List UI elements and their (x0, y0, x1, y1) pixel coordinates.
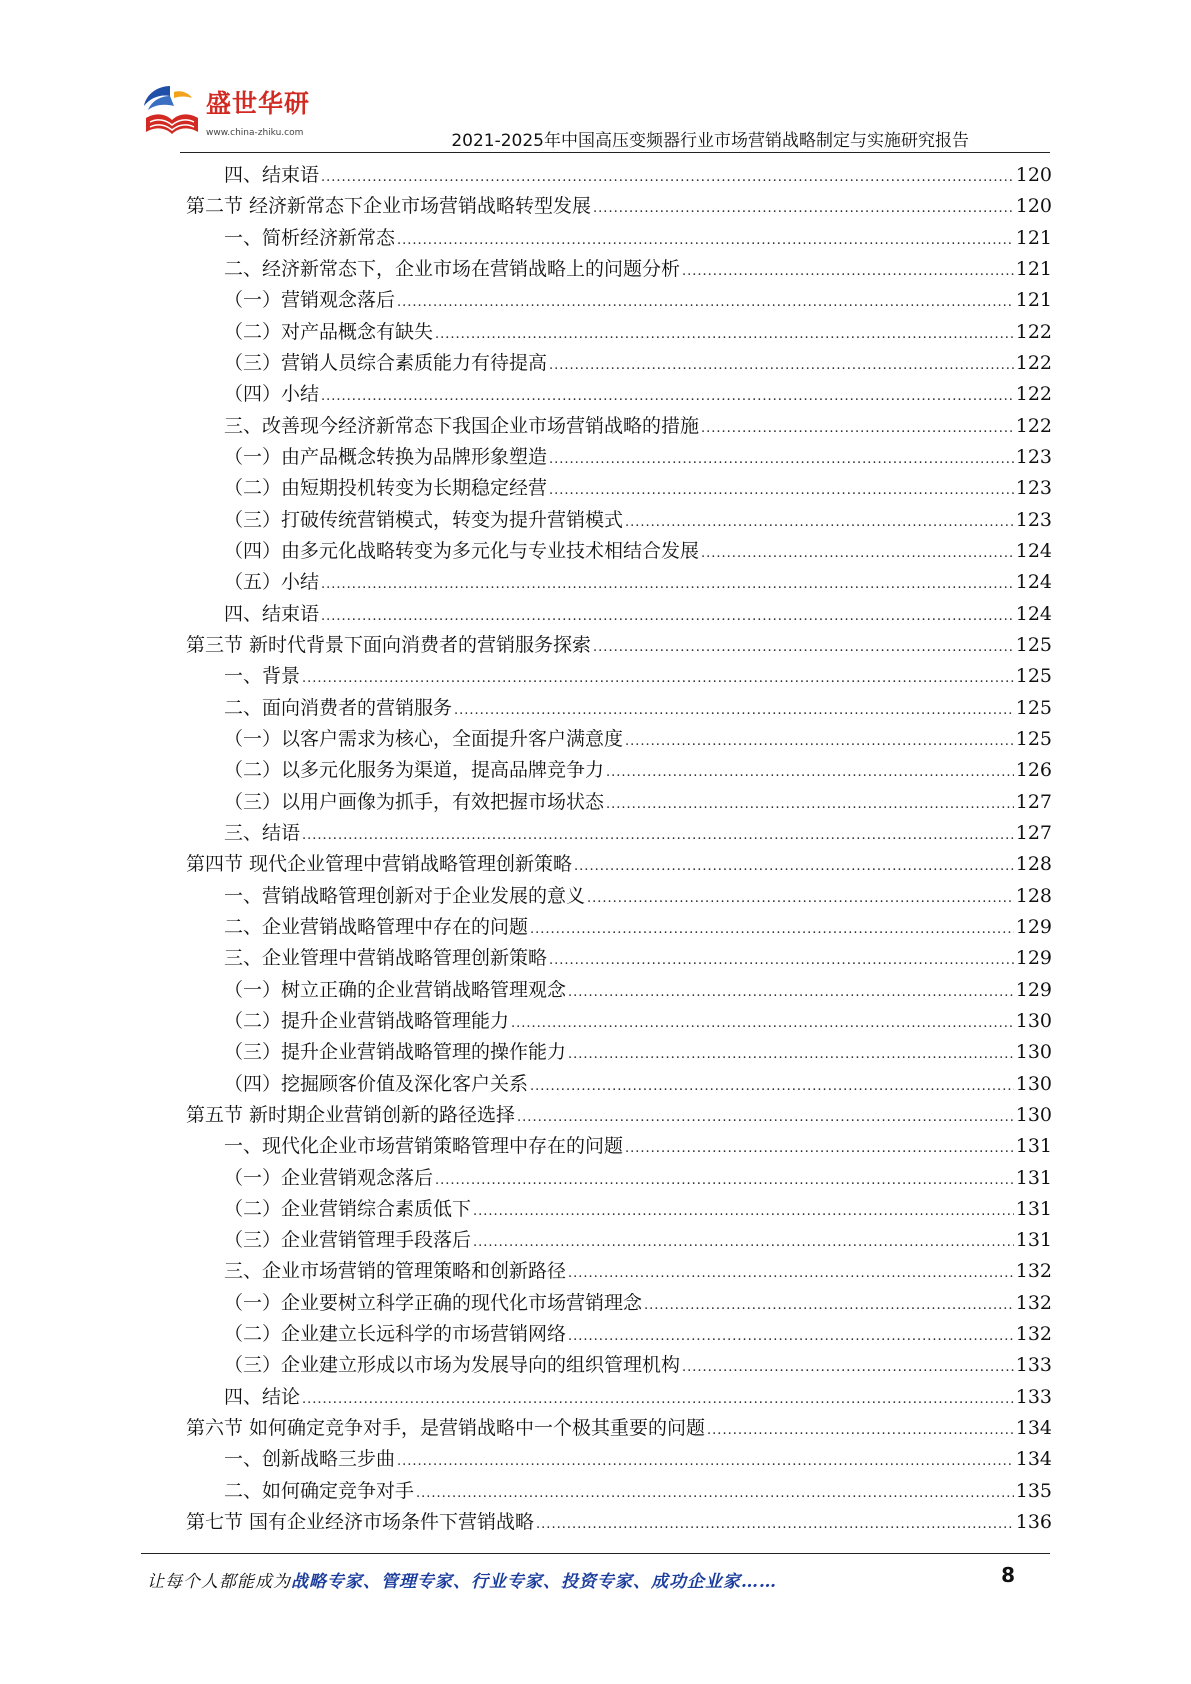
toc-dot-leader (321, 569, 1014, 600)
toc-entry-page: 130 (1015, 1072, 1052, 1095)
toc-dot-leader (397, 225, 1014, 256)
toc-dot-leader (321, 601, 1014, 632)
report-title: 2021-2025年中国高压变频器行业市场营销战略制定与实施研究报告 (451, 131, 969, 151)
toc-entry-page: 125 (1015, 665, 1052, 688)
slogan-prefix: 让每个人都能成为 (147, 1572, 291, 1592)
toc-entry-page: 126 (1015, 759, 1052, 782)
toc-dot-leader (511, 1008, 1014, 1039)
toc-entry[interactable] (186, 599, 1052, 630)
footer-divider (141, 1553, 1050, 1554)
toc-entry-page: 130 (1015, 1103, 1052, 1126)
toc-entry-label: （四）小结 (224, 383, 320, 406)
toc-entry-label: 四、结束语 (224, 164, 320, 186)
toc-dot-leader (701, 413, 1014, 444)
toc-entry-page: 135 (1015, 1479, 1052, 1502)
toc-dot-leader (682, 1352, 1014, 1383)
toc-entry-page: 125 (1015, 727, 1052, 750)
toc-dot-leader (517, 1102, 1014, 1133)
toc-entry-page: 122 (1015, 320, 1052, 343)
toc-entry-label: 三、改善现今经济新常态下我国企业市场营销战略的措施 (224, 414, 700, 437)
toc-entry-page: 122 (1015, 414, 1052, 437)
toc-entry-label: （二）以多元化服务为渠道，提高品牌竞争力 (224, 759, 605, 782)
toc-entry[interactable] (186, 473, 1052, 504)
toc-dot-leader (587, 883, 1014, 914)
logo-url: www.china-zhiku.com (206, 128, 304, 138)
toc-dot-leader (593, 193, 1014, 224)
toc-entry-page: 127 (1015, 790, 1052, 813)
toc-entry-page: 132 (1015, 1260, 1052, 1283)
toc-entry-page: 123 (1015, 445, 1052, 468)
toc-entry[interactable] (186, 505, 1052, 536)
toc-entry[interactable] (186, 661, 1052, 692)
toc-dot-leader (625, 507, 1014, 538)
toc-entry-label: 三、结语 (224, 821, 301, 844)
toc-entry[interactable] (186, 849, 1052, 880)
toc-dot-leader (302, 1384, 1014, 1415)
toc-entry-page: 128 (1015, 853, 1052, 876)
toc-dot-leader (549, 350, 1014, 381)
toc-entry-label: 二、经济新常态下，企业市场在营销战略上的问题分析 (224, 257, 681, 280)
toc-entry-label: （五）小结 (224, 571, 320, 594)
table-of-contents (186, 160, 1052, 1538)
toc-entry[interactable] (186, 1194, 1052, 1225)
toc-entry-label: （一）树立正确的企业营销战略管理观念 (224, 978, 567, 1001)
toc-entry-label: 二、企业营销战略管理中存在的问题 (224, 915, 529, 938)
toc-entry-page: 127 (1015, 821, 1052, 844)
toc-entry-page: 122 (1015, 351, 1052, 374)
toc-entry-page: 134 (1015, 1448, 1052, 1471)
toc-entry-page: 129 (1015, 978, 1052, 1001)
toc-dot-leader (321, 162, 1014, 193)
company-logo (140, 82, 310, 152)
toc-entry-label: （二）对产品概念有缺失 (224, 320, 434, 343)
toc-entry[interactable] (186, 1288, 1052, 1319)
toc-entry-label: 第二节 经济新常态下企业市场营销战略转型发展 (186, 195, 592, 218)
toc-entry-label: 二、如何确定竞争对手 (224, 1479, 415, 1502)
toc-dot-leader (397, 1446, 1014, 1477)
toc-dot-leader (302, 820, 1014, 851)
toc-entry[interactable] (186, 943, 1052, 974)
toc-entry[interactable] (186, 411, 1052, 442)
toc-entry-page: 131 (1015, 1135, 1052, 1158)
toc-dot-leader (682, 256, 1014, 287)
toc-entry[interactable] (186, 254, 1052, 285)
toc-entry[interactable] (186, 724, 1052, 755)
toc-entry[interactable] (186, 975, 1052, 1006)
toc-entry-label: （四）挖掘顾客价值及深化客户关系 (224, 1072, 529, 1095)
toc-dot-leader (625, 726, 1014, 757)
toc-entry-label: （二）企业营销综合素质低下 (224, 1197, 472, 1220)
toc-dot-leader (435, 1165, 1014, 1196)
toc-entry[interactable] (186, 1319, 1052, 1350)
toc-entry[interactable] (186, 912, 1052, 943)
toc-dot-leader (416, 1478, 1014, 1509)
toc-entry-label: （一）企业营销观念落后 (224, 1166, 434, 1189)
page-number: 8 (1001, 1563, 1015, 1587)
toc-entry-label: （二）企业建立长远科学的市场营销网络 (224, 1323, 567, 1346)
toc-entry[interactable] (186, 881, 1052, 912)
toc-entry[interactable] (186, 160, 1052, 191)
toc-dot-leader (473, 1227, 1014, 1258)
toc-entry[interactable] (186, 379, 1052, 410)
footer-slogan (147, 1567, 777, 1592)
toc-entry-page: 131 (1015, 1166, 1052, 1189)
toc-entry-label: 一、创新战略三步曲 (224, 1448, 396, 1471)
toc-entry[interactable] (186, 630, 1052, 661)
toc-entry-page: 120 (1015, 195, 1052, 218)
toc-entry[interactable] (186, 1131, 1052, 1162)
toc-entry-label: （三）提升企业营销战略管理的操作能力 (224, 1041, 567, 1064)
toc-entry-label: 第七节 国有企业经济市场条件下营销战略 (186, 1511, 535, 1534)
toc-entry-label: 三、企业市场营销的管理策略和创新路径 (224, 1260, 567, 1283)
toc-entry-page: 125 (1015, 696, 1052, 719)
toc-entry-label: （二）由短期投机转变为长期稳定经营 (224, 477, 548, 500)
toc-entry-label: 二、面向消费者的营销服务 (224, 696, 453, 719)
toc-entry[interactable] (186, 1225, 1052, 1256)
slogan-highlight: 战略专家、管理专家、行业专家、投资专家、成功企业家…… (291, 1572, 777, 1592)
toc-dot-leader (473, 1196, 1014, 1227)
toc-entry[interactable] (186, 818, 1052, 849)
toc-dot-leader (606, 789, 1014, 820)
toc-dot-leader (644, 1290, 1014, 1321)
toc-entry-page: 120 (1015, 164, 1052, 186)
toc-dot-leader (549, 945, 1014, 976)
toc-entry[interactable] (186, 1163, 1052, 1194)
toc-entry-page: 128 (1015, 884, 1052, 907)
toc-entry[interactable] (186, 1006, 1052, 1037)
toc-entry-page: 124 (1015, 539, 1052, 562)
page-header (0, 0, 1191, 160)
toc-entry[interactable] (186, 1037, 1052, 1068)
toc-entry-label: 一、营销战略管理创新对于企业发展的意义 (224, 884, 586, 907)
toc-dot-leader (454, 695, 1014, 726)
toc-dot-leader (568, 1258, 1014, 1289)
toc-entry-label: 四、结束语 (224, 602, 320, 625)
toc-entry[interactable] (186, 348, 1052, 379)
toc-dot-leader (625, 1133, 1014, 1164)
toc-entry[interactable] (186, 442, 1052, 473)
toc-entry-label: 第三节 新时代背景下面向消费者的营销服务探索 (186, 633, 592, 656)
toc-entry-page: 125 (1015, 633, 1052, 656)
toc-entry-label: 一、背景 (224, 665, 301, 688)
toc-entry-label: （三）企业建立形成以市场为发展导向的组织管理机构 (224, 1354, 681, 1377)
toc-dot-leader (701, 538, 1014, 569)
toc-entry-page: 133 (1015, 1354, 1052, 1377)
toc-entry-label: 四、结论 (224, 1385, 301, 1408)
toc-dot-leader (574, 851, 1014, 882)
toc-entry-label: （一）以客户需求为核心，全面提升客户满意度 (224, 727, 624, 750)
toc-dot-leader (606, 757, 1014, 788)
toc-entry-page: 132 (1015, 1291, 1052, 1314)
toc-entry-label: （二）提升企业营销战略管理能力 (224, 1009, 510, 1032)
toc-entry[interactable] (186, 1476, 1052, 1507)
toc-entry-page: 121 (1015, 257, 1052, 280)
toc-entry[interactable] (186, 787, 1052, 818)
toc-dot-leader (707, 1415, 1014, 1446)
toc-entry-label: 第四节 现代企业管理中营销战略管理创新策略 (186, 853, 573, 876)
toc-entry[interactable] (186, 1413, 1052, 1444)
toc-dot-leader (530, 914, 1014, 945)
toc-entry-page: 130 (1015, 1009, 1052, 1032)
toc-dot-leader (568, 1321, 1014, 1352)
toc-entry-label: 一、现代化企业市场营销策略管理中存在的问题 (224, 1135, 624, 1158)
toc-entry-page: 124 (1015, 602, 1052, 625)
toc-entry-label: （四）由多元化战略转变为多元化与专业技术相结合发展 (224, 539, 700, 562)
toc-entry[interactable] (186, 1444, 1052, 1475)
toc-entry-page: 130 (1015, 1041, 1052, 1064)
toc-entry-label: （一）企业要树立科学正确的现代化市场营销理念 (224, 1291, 643, 1314)
toc-entry-page: 131 (1015, 1229, 1052, 1252)
toc-entry-page: 121 (1015, 226, 1052, 249)
toc-entry-page: 124 (1015, 571, 1052, 594)
toc-entry[interactable] (186, 191, 1052, 222)
toc-entry-label: 一、简析经济新常态 (224, 226, 396, 249)
toc-entry[interactable] (186, 317, 1052, 348)
toc-entry[interactable] (186, 223, 1052, 254)
toc-dot-leader (302, 663, 1014, 694)
toc-entry-page: 133 (1015, 1385, 1052, 1408)
toc-dot-leader (568, 1039, 1014, 1070)
toc-entry-label: 第六节 如何确定竞争对手，是营销战略中一个极其重要的问题 (186, 1417, 706, 1440)
toc-entry-label: （三）打破传统营销模式，转变为提升营销模式 (224, 508, 624, 531)
toc-entry[interactable] (186, 1100, 1052, 1131)
toc-dot-leader (530, 1071, 1014, 1102)
logo-book-icon (140, 82, 204, 144)
toc-entry-label: （三）以用户画像为抓手，有效把握市场状态 (224, 790, 605, 813)
toc-entry-page: 136 (1015, 1511, 1052, 1534)
toc-entry[interactable] (186, 1256, 1052, 1287)
toc-entry-label: （一）由产品概念转换为品牌形象塑造 (224, 445, 548, 468)
toc-entry-label: （一）营销观念落后 (224, 289, 396, 312)
toc-dot-leader (549, 444, 1014, 475)
toc-entry-page: 121 (1015, 289, 1052, 312)
toc-dot-leader (593, 632, 1014, 663)
toc-entry[interactable] (186, 1507, 1052, 1538)
toc-entry-label: 三、企业管理中营销战略管理创新策略 (224, 947, 548, 970)
toc-dot-leader (536, 1509, 1014, 1540)
toc-entry-page: 129 (1015, 947, 1052, 970)
toc-dot-leader (568, 977, 1014, 1008)
toc-entry-label: （三）企业营销管理手段落后 (224, 1229, 472, 1252)
toc-entry[interactable] (186, 567, 1052, 598)
toc-entry-page: 122 (1015, 383, 1052, 406)
toc-dot-leader (397, 287, 1014, 318)
toc-entry-page: 123 (1015, 477, 1052, 500)
logo-text: 盛世华研 (206, 89, 311, 118)
toc-entry-label: （三）营销人员综合素质能力有待提高 (224, 351, 548, 374)
toc-entry[interactable] (186, 693, 1052, 724)
toc-entry[interactable] (186, 755, 1052, 786)
header-divider (180, 152, 1050, 153)
toc-dot-leader (435, 319, 1014, 350)
toc-entry[interactable] (186, 536, 1052, 567)
toc-entry[interactable] (186, 285, 1052, 316)
toc-entry[interactable] (186, 1069, 1052, 1100)
toc-entry[interactable] (186, 1350, 1052, 1381)
toc-dot-leader (549, 475, 1014, 506)
toc-entry-page: 134 (1015, 1417, 1052, 1440)
toc-entry-label: 第五节 新时期企业营销创新的路径选择 (186, 1103, 516, 1126)
toc-dot-leader (321, 381, 1014, 412)
toc-entry-page: 129 (1015, 915, 1052, 938)
toc-entry[interactable] (186, 1382, 1052, 1413)
toc-entry-page: 123 (1015, 508, 1052, 531)
toc-entry-page: 131 (1015, 1197, 1052, 1220)
toc-entry-page: 132 (1015, 1323, 1052, 1346)
